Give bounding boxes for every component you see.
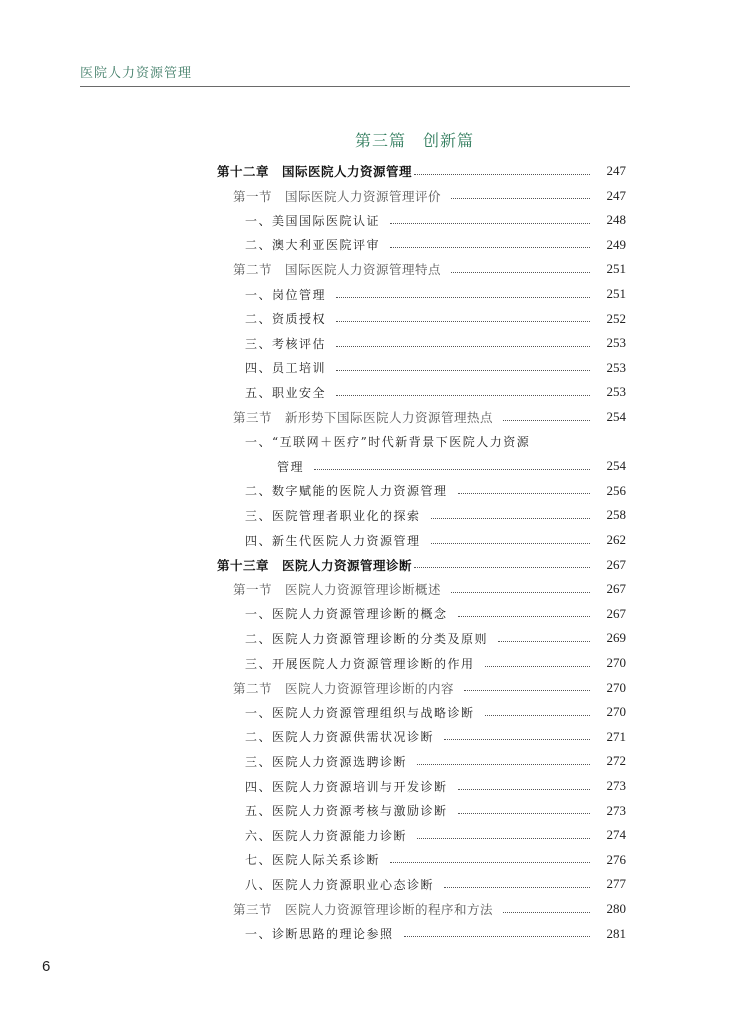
- toc-item-entry: [245, 774, 626, 798]
- toc-entry-page: 248: [606, 212, 626, 228]
- toc-entry-label: 三、医院人力资源选聘诊断: [245, 754, 408, 769]
- toc-section-entry: [233, 405, 626, 429]
- toc-item-entry: [245, 872, 626, 896]
- toc-entry-page: 253: [606, 384, 626, 400]
- dot-leader: [444, 887, 590, 888]
- dot-leader: [458, 789, 590, 790]
- toc-entry-page: 273: [606, 802, 626, 818]
- toc-entry-page: 249: [606, 236, 626, 252]
- dot-leader: [336, 321, 590, 322]
- toc-entry-label: 四、新生代医院人力资源管理: [245, 533, 421, 548]
- toc-section-entry: [233, 577, 626, 601]
- toc-chapter-entry: [217, 553, 626, 577]
- toc-entry-page: 267: [606, 581, 626, 597]
- dot-leader: [390, 223, 590, 224]
- toc-item-entry: [245, 307, 626, 331]
- dot-leader: [336, 346, 590, 347]
- toc-entry-page: 281: [606, 925, 626, 941]
- toc-item-entry: [245, 528, 626, 552]
- toc-entry-label: 八、医院人力资源职业心态诊断: [245, 877, 435, 892]
- toc-entry-label: 一、“互联网＋医疗”时代新背景下医院人力资源: [245, 435, 531, 450]
- toc-item-entry: [245, 356, 626, 380]
- toc-entry-page: 256: [606, 482, 626, 498]
- dot-leader: [390, 247, 590, 248]
- dot-leader: [444, 739, 590, 740]
- toc-entry-page: 254: [606, 458, 626, 474]
- toc-entry-label: 二、医院人力资源供需状况诊断: [245, 730, 435, 745]
- toc-entry-label: 一、医院人力资源管理组织与战略诊断: [245, 705, 475, 720]
- toc-entry-page: 267: [606, 605, 626, 621]
- dot-leader: [458, 813, 590, 814]
- dot-leader: [451, 272, 590, 273]
- toc-entry-label: 五、职业安全: [245, 385, 327, 400]
- dot-leader: [404, 936, 590, 937]
- dot-leader: [503, 420, 590, 421]
- toc-entry-page: 258: [606, 507, 626, 523]
- dot-leader: [414, 174, 590, 175]
- toc-entry-label: 三、考核评估: [245, 336, 327, 351]
- toc-item-entry: [245, 922, 626, 946]
- dot-leader: [485, 666, 590, 667]
- toc-chapter-entry: [217, 159, 626, 183]
- dot-leader: [485, 715, 590, 716]
- toc-entry-label: 第三节 新形势下国际医院人力资源管理热点: [233, 410, 494, 425]
- toc-item-entry: [245, 823, 626, 847]
- toc-item-entry: [245, 233, 626, 257]
- toc-item-entry: [245, 331, 626, 355]
- toc-item-entry: [245, 282, 626, 306]
- toc-entry-label: 一、诊断思路的理论参照: [245, 927, 394, 942]
- toc-entry-label: 第二节 医院人力资源管理诊断的内容: [233, 680, 455, 696]
- toc-item-entry: [245, 479, 626, 503]
- dot-leader: [417, 764, 590, 765]
- page-number: 6: [42, 958, 51, 975]
- toc-entry-page: 251: [606, 261, 626, 277]
- toc-item-entry: [245, 430, 626, 454]
- toc-entry-page: 276: [606, 851, 626, 867]
- toc-entry-label: 第三节 医院人力资源管理诊断的程序和方法: [233, 902, 494, 917]
- toc-entry-label: 第一节 医院人力资源管理诊断概述: [233, 582, 442, 598]
- dot-leader: [417, 838, 590, 839]
- toc-entry-page: 251: [606, 286, 626, 301]
- toc-item-entry: [245, 208, 626, 232]
- toc-entry-page: 280: [606, 901, 626, 916]
- running-title: 医院人力资源管理: [80, 66, 193, 81]
- toc-section-entry: [233, 257, 626, 281]
- toc-item-entry: [245, 503, 626, 527]
- toc-entry-label: 一、美国国际医院认证: [245, 213, 381, 228]
- toc-entry-page: 247: [606, 163, 626, 178]
- toc-item-entry: [245, 700, 626, 724]
- toc-entry-page: 271: [606, 728, 626, 744]
- toc-entry-label: 第一节 国际医院人力资源管理评价: [233, 188, 442, 204]
- header-rule: [80, 86, 630, 87]
- toc-item-entry: [245, 626, 626, 650]
- toc-item-entry: [245, 848, 626, 872]
- dot-leader: [336, 395, 590, 396]
- toc-entry-page: 274: [606, 827, 626, 843]
- dot-leader: [390, 862, 590, 863]
- toc-entry-page: 273: [606, 778, 626, 793]
- toc-entry-page: 253: [606, 359, 626, 375]
- toc-entry-page: 277: [606, 876, 626, 892]
- dot-leader: [431, 518, 590, 519]
- toc-entry-page: 254: [606, 409, 626, 424]
- toc-entry-label: 第十二章 国际医院人力资源管理: [217, 164, 413, 179]
- dot-leader: [464, 690, 590, 691]
- toc-item-entry: [245, 380, 626, 404]
- dot-leader: [498, 641, 590, 642]
- toc-entry-page: 270: [606, 679, 626, 695]
- toc-entry-label: 四、医院人力资源培训与开发诊断: [245, 779, 448, 794]
- part-title: 第三篇 创新篇: [355, 131, 475, 150]
- toc-section-entry: [233, 184, 626, 208]
- toc-item-entry: [245, 602, 626, 626]
- toc-entry-page: 253: [606, 335, 626, 351]
- toc-entry-page: 272: [606, 753, 626, 769]
- toc-entry-label: 一、岗位管理: [245, 287, 327, 302]
- toc-section-entry: [233, 676, 626, 700]
- toc-entry-label: 第十三章 医院人力资源管理诊断: [217, 557, 413, 573]
- toc-entry-page: 270: [606, 704, 626, 720]
- dot-leader: [503, 912, 590, 913]
- dot-leader: [451, 592, 590, 593]
- toc-entry-label: 第二节 国际医院人力资源管理特点: [233, 262, 442, 278]
- toc-entry-label: 一、医院人力资源管理诊断的概念: [245, 607, 448, 622]
- toc-entry-label: 二、医院人力资源管理诊断的分类及原则: [245, 631, 489, 646]
- toc-entry-label: 三、医院管理者职业化的探索: [245, 508, 421, 523]
- toc-item-entry: [245, 651, 626, 675]
- toc-entry-label: 三、开展医院人力资源管理诊断的作用: [245, 656, 475, 671]
- toc-entry-page: 262: [606, 532, 626, 547]
- toc-entry-label: 六、医院人力资源能力诊断: [245, 828, 408, 843]
- toc-entry-label: 管理: [277, 459, 305, 474]
- dot-leader: [458, 493, 590, 494]
- toc-entry-label: 五、医院人力资源考核与激励诊断: [245, 804, 448, 819]
- toc-item-entry: [245, 749, 626, 773]
- dot-leader: [431, 543, 590, 544]
- dot-leader: [451, 198, 590, 199]
- toc-entry-label: 二、资质授权: [245, 312, 327, 327]
- toc-entry-page: 269: [606, 630, 626, 646]
- toc-entry-page: 267: [606, 556, 626, 572]
- dot-leader: [336, 370, 590, 371]
- toc-entry-label: 二、数字赋能的医院人力资源管理: [245, 484, 448, 499]
- dot-leader: [414, 567, 590, 568]
- toc-section-entry: [233, 897, 626, 921]
- toc-entry-label: 四、员工培训: [245, 361, 327, 376]
- toc-item-entry: [277, 454, 626, 478]
- dot-leader: [458, 616, 590, 617]
- toc-item-entry: [245, 799, 626, 823]
- dot-leader: [314, 469, 590, 470]
- toc-entry-page: 252: [606, 310, 626, 326]
- toc-entry-page: 247: [606, 187, 626, 203]
- toc-item-entry: [245, 725, 626, 749]
- toc-entry-label: 二、澳大利亚医院评审: [245, 238, 381, 253]
- toc-entry-page: 270: [606, 655, 626, 670]
- dot-leader: [336, 297, 590, 298]
- toc-entry-label: 七、医院人际关系诊断: [245, 853, 381, 868]
